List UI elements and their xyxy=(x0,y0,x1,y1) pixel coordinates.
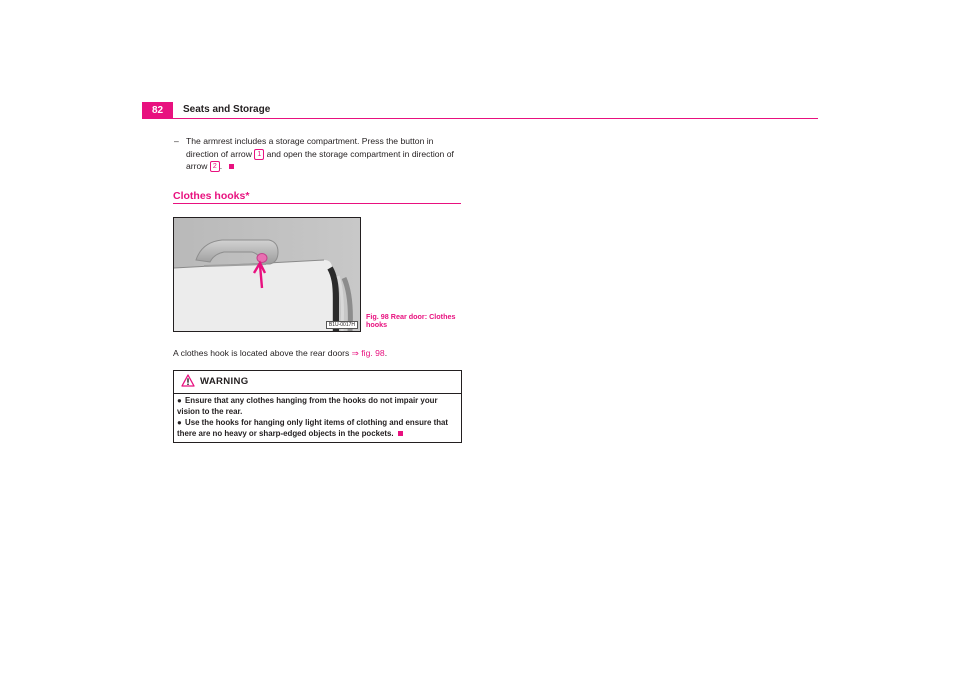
warning-title: WARNING xyxy=(200,376,249,387)
figure-caption: Fig. 98 Rear door: Clothes hooks xyxy=(366,312,456,330)
warning-item-text: Use the hooks for hanging only light items of clothing and ensure that there are no heavy or sharp-edged objects in the pockets. xyxy=(177,418,449,438)
step-dash: – xyxy=(174,136,179,146)
arrow-marker-2: 2 xyxy=(210,161,220,172)
chapter-title: Seats and Storage xyxy=(183,104,271,115)
arrow-marker-1: 1 xyxy=(254,149,264,160)
paragraph-clothes-hook xyxy=(173,347,473,360)
warning-header xyxy=(174,371,461,394)
section-end-mark xyxy=(229,164,234,169)
paragraph-text: A clothes hook is located above the rear doors xyxy=(173,348,350,358)
step-text-part1: The armrest includes a storage compartment. Press the button in direction of arrow xyxy=(186,136,434,159)
clothes-hook-illustration xyxy=(174,218,360,331)
section-end-mark xyxy=(398,431,403,436)
bullet-icon: ● xyxy=(177,396,182,405)
warning-item-text: Ensure that any clothes hanging from the hooks do not impair your vision to the rear. xyxy=(177,396,438,416)
warning-item xyxy=(177,418,457,439)
warning-item xyxy=(177,396,457,417)
instruction-step xyxy=(174,135,464,173)
section-divider xyxy=(173,203,461,204)
warning-list xyxy=(174,394,461,439)
bullet-icon: ● xyxy=(177,418,182,428)
arrow-right-icon: ⇒ xyxy=(351,348,359,358)
figure-clothes-hook xyxy=(173,217,361,332)
step-text-part2: and open the storage compartment in direction of arrow xyxy=(186,148,454,172)
figure-reference-text: fig. 98 xyxy=(361,348,385,358)
step-text-part3: . xyxy=(219,161,223,172)
page-number: 82 xyxy=(142,102,173,119)
warning-triangle-icon xyxy=(181,374,195,387)
warning-box xyxy=(173,370,462,443)
paragraph-end: . xyxy=(384,348,388,358)
figure-reference-link[interactable] xyxy=(351,348,388,358)
figure-code: B1U-0017H xyxy=(326,321,358,329)
header-divider xyxy=(173,118,818,119)
section-heading: Clothes hooks* xyxy=(173,190,250,202)
